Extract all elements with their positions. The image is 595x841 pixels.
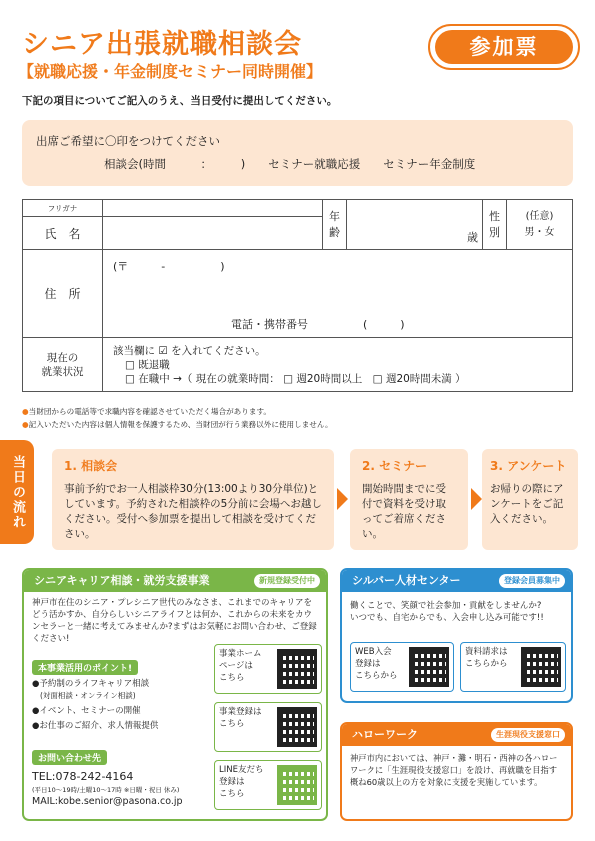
silver-box <box>340 568 573 703</box>
step-3-text: お帰りの際にアンケートをご記入ください。 <box>490 483 564 525</box>
career-desc: 神戸市在住のシニア・プレシニア世代のみなさま、これまでのキャリアをどう活かすか、自分らしいシニアライフとは何か、これからの未来をカウンセラーと一緒に考えてみませんか?まずはお気軽にお問い合わせ、ご登録ください! <box>32 598 317 644</box>
intro-text: 下記の項目についてご記入のうえ、当日受付に提出してください。 <box>22 95 338 107</box>
employed-checkbox[interactable]: □ 在職中 →（ 現在の就業時間： □ 週20時間以上 □ 週20時間未満 ） <box>125 372 466 385</box>
flow-step-3 <box>482 449 578 550</box>
employment-status-field[interactable] <box>103 338 573 392</box>
registration-form <box>22 199 573 392</box>
step-3-title: 3. アンケート <box>490 459 567 473</box>
document-request-qr-card[interactable]: 資料請求は こちらから <box>460 642 566 692</box>
postal-code: (〒 - ) <box>113 260 225 273</box>
hellowork-badge: 生涯現役支援窓口 <box>491 728 565 742</box>
flow-arrow-icon <box>471 488 482 510</box>
line-qr-code-icon[interactable] <box>277 765 317 805</box>
note-2: 記入いただいた内容は個人情報を保護するため、当財団が行う業務以外に使用しません。 <box>28 420 333 429</box>
retired-checkbox[interactable]: □ 既退職 <box>125 358 170 371</box>
age-field[interactable]: 歳 <box>347 200 483 250</box>
furigana-field[interactable] <box>103 200 323 217</box>
step-1-title: 1. 相談会 <box>64 459 118 473</box>
career-badge: 新規登録受付中 <box>254 574 320 588</box>
qr-code-icon[interactable] <box>277 707 317 747</box>
qr-code-icon[interactable] <box>409 647 449 687</box>
ticket-label: 参加票 <box>435 30 573 64</box>
silver-desc: 働くことで、笑顔で社会参加・貢献をしませんか? いつでも、自宅からでも、入会申し込み可能です!! <box>350 601 544 623</box>
flow-step-2 <box>350 449 468 550</box>
name-label: 氏 名 <box>23 217 103 250</box>
step-2-title: 2. セミナー <box>362 459 428 473</box>
age-label: 年 齢 <box>323 200 347 250</box>
points-list: ●予約制のライフキャリア相談 (対面相談・オンライン相談) ●イベント、セミナーの開催 ●お仕事のご紹介、求人情報提供 <box>32 679 159 731</box>
phone-label: 電話・携帯番号 ( ) <box>231 318 405 331</box>
step-1-text: 事前予約でお一人相談枠30分(13:00より30分単位)としています。予約された相談枠の5分前に会場へお越しください。受付へ参加票を提出して相談を受けてください。 <box>64 483 322 540</box>
name-field[interactable] <box>103 217 323 250</box>
choice-instruction: 出席ご希望に〇印をつけてください <box>36 134 220 148</box>
career-title: シニアキャリア相談・就労支援事業 新規登録受付中 <box>24 570 326 592</box>
choice-options[interactable]: 相談会(時間 ： ) セミナー就職応援 セミナー年金制度 <box>104 157 476 171</box>
silver-title: シルバー人材センター 登録会員募集中 <box>342 570 571 592</box>
silver-badge: 登録会員募集中 <box>499 574 565 588</box>
gender-label: 性 別 <box>483 200 507 250</box>
employment-status-label: 現在の 就業状況 <box>23 338 103 392</box>
career-box <box>22 568 328 821</box>
flow-label: 当日の流れ <box>0 440 34 544</box>
register-qr-card[interactable]: 事業登録は こちら <box>214 702 322 752</box>
ticket-badge <box>428 24 580 70</box>
qr-code-icon[interactable] <box>521 647 561 687</box>
line-qr-card[interactable]: LINE友だち 登録は こちら <box>214 760 322 810</box>
status-instruction: 該当欄に ☑ を入れてください。 <box>113 344 266 357</box>
hellowork-title: ハローワーク 生涯現役支援窓口 <box>342 724 571 746</box>
flow-step-1 <box>52 449 334 550</box>
qr-code-icon[interactable] <box>277 649 317 689</box>
notes: ●当財団からの電話等で求職内容を確認させていただく場合があります。 ●記入いただいた内容は個人情報を保護するため、当財団が行う業務以外に使用しません。 <box>22 407 333 429</box>
flow-arrow-icon <box>337 488 348 510</box>
attendance-choice-box <box>22 120 573 186</box>
contact-tel[interactable]: TEL:078-242-4164 <box>32 770 134 783</box>
furigana-label: フリガナ <box>23 200 103 217</box>
step-2-text: 開始時間までに受付で資料を受け取ってご着席ください。 <box>362 483 446 540</box>
address-label: 住 所 <box>23 250 103 338</box>
contact-title: お問い合わせ先 <box>32 750 107 765</box>
hellowork-desc: 神戸市内においては、神戸・灘・明石・西神の各ハローワークに「生涯現役支援窓口」を設け、再就職を目指す概ね60歳以上の方を対象に支援を実施しています。 <box>350 753 558 787</box>
contact-hours: (平日10～19時/土曜10～17時 ※日曜・祝日 休み) <box>32 786 180 794</box>
note-1: 当財団からの電話等で求職内容を確認させていただく場合があります。 <box>28 407 272 416</box>
contact-mail[interactable]: MAIL:kobe.senior@pasona.co.jp <box>32 796 183 807</box>
hellowork-box <box>340 722 573 821</box>
web-register-qr-card[interactable]: WEB入会 登録は こちらから <box>350 642 454 692</box>
homepage-qr-card[interactable]: 事業ホーム ページは こちら <box>214 644 322 694</box>
points-title: 本事業活用のポイント! <box>32 660 138 675</box>
address-field[interactable] <box>103 250 573 338</box>
page-subtitle: 【就職応援・年金制度セミナー同時開催】 <box>18 62 323 81</box>
page-title: シニア出張就職相談会 <box>22 29 302 60</box>
gender-field[interactable]: (任意) 男・女 <box>507 200 573 250</box>
